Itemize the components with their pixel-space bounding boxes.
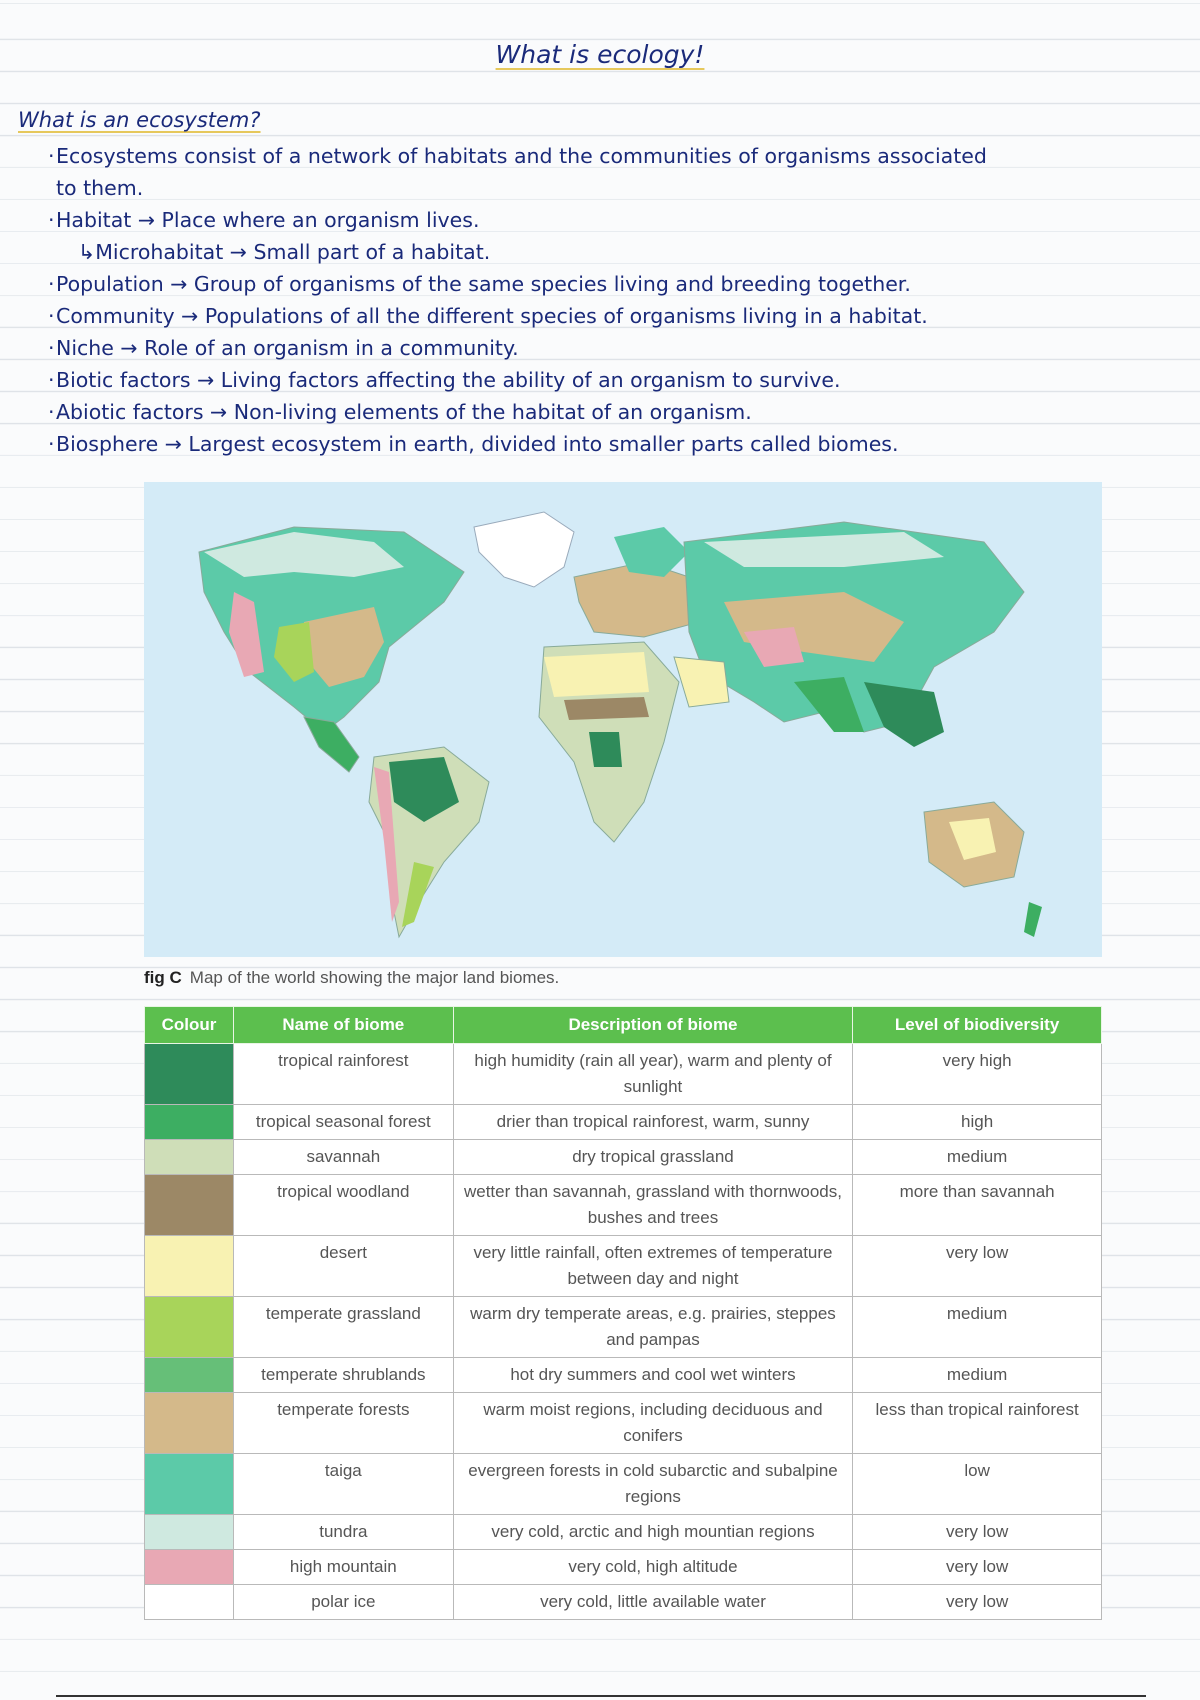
biome-name-cell: temperate grassland — [233, 1297, 453, 1358]
biome-description-cell: very cold, high altitude — [453, 1550, 853, 1585]
table-row — [145, 1393, 1102, 1454]
table-row — [145, 1140, 1102, 1175]
note-text: Niche → Role of an organism in a community. — [56, 336, 519, 360]
note-text: Abiotic factors → Non-living elements of the habitat of an organism. — [56, 400, 752, 424]
note-text: Community → Populations of all the different species of organisms living in a habitat. — [56, 304, 928, 328]
table-header-row — [145, 1007, 1102, 1044]
bullet-dot: · — [48, 368, 55, 392]
bottom-rule — [56, 1695, 1146, 1697]
table-row — [145, 1550, 1102, 1585]
biome-biodiversity-cell: very high — [853, 1044, 1102, 1105]
note-item — [48, 236, 1188, 268]
note-item — [48, 364, 1188, 396]
col-header-name: Name of biome — [233, 1007, 453, 1044]
note-item — [48, 428, 1188, 460]
note-item — [48, 172, 1188, 204]
biome-colour-swatch — [145, 1175, 234, 1236]
note-item — [48, 140, 1188, 172]
note-text: Biosphere → Largest ecosystem in earth, divided into smaller parts called biomes. — [56, 432, 899, 456]
biome-description-cell: dry tropical grassland — [453, 1140, 853, 1175]
note-text: to them. — [56, 176, 144, 200]
biome-description-cell: drier than tropical rainforest, warm, sunny — [453, 1105, 853, 1140]
bullet-dot: · — [48, 432, 55, 456]
biome-colour-swatch — [145, 1297, 234, 1358]
biome-description-cell: very cold, little available water — [453, 1585, 853, 1620]
biome-biodiversity-cell: high — [853, 1105, 1102, 1140]
biome-biodiversity-cell: medium — [853, 1297, 1102, 1358]
biome-colour-swatch — [145, 1140, 234, 1175]
table-row — [145, 1044, 1102, 1105]
table-row — [145, 1236, 1102, 1297]
biome-colour-swatch — [145, 1358, 234, 1393]
biome-name-cell: temperate shrublands — [233, 1358, 453, 1393]
biome-description-cell: evergreen forests in cold subarctic and subalpine regions — [453, 1454, 853, 1515]
biome-colour-swatch — [145, 1515, 234, 1550]
biome-name-cell: tropical seasonal forest — [233, 1105, 453, 1140]
biome-biodiversity-cell: very low — [853, 1515, 1102, 1550]
figure-caption — [144, 968, 559, 988]
biome-biodiversity-cell: medium — [853, 1358, 1102, 1393]
bullet-dot: · — [48, 144, 55, 168]
bullet-dot: · — [48, 304, 55, 328]
note-text: Ecosystems consist of a network of habitats and the communities of organisms associated — [56, 144, 987, 168]
biome-colour-swatch — [145, 1236, 234, 1297]
biome-colour-swatch — [145, 1550, 234, 1585]
world-map-illustration — [144, 482, 1102, 957]
biome-biodiversity-cell: medium — [853, 1140, 1102, 1175]
biome-colour-swatch — [145, 1105, 234, 1140]
biome-colour-swatch — [145, 1585, 234, 1620]
biome-description-cell: very cold, arctic and high mountian regions — [453, 1515, 853, 1550]
bullet-dot: · — [48, 400, 55, 424]
col-header-biodiversity: Level of biodiversity — [853, 1007, 1102, 1044]
biome-biodiversity-cell: very low — [853, 1550, 1102, 1585]
biome-name-cell: tropical woodland — [233, 1175, 453, 1236]
table-row — [145, 1358, 1102, 1393]
table-row — [145, 1297, 1102, 1358]
table-row — [145, 1105, 1102, 1140]
table-row — [145, 1585, 1102, 1620]
col-header-colour: Colour — [145, 1007, 234, 1044]
biome-colour-swatch — [145, 1044, 234, 1105]
note-text: Habitat → Place where an organism lives. — [56, 208, 480, 232]
world-biome-map — [144, 482, 1102, 957]
biome-colour-swatch — [145, 1454, 234, 1515]
figure-label: fig C — [144, 968, 182, 987]
biome-biodiversity-cell: very low — [853, 1585, 1102, 1620]
biome-description-cell: warm dry temperate areas, e.g. prairies, steppes and pampas — [453, 1297, 853, 1358]
biome-name-cell: polar ice — [233, 1585, 453, 1620]
biome-description-cell: hot dry summers and cool wet winters — [453, 1358, 853, 1393]
table-row — [145, 1454, 1102, 1515]
biome-description-cell: warm moist regions, including deciduous and conifers — [453, 1393, 853, 1454]
page-title: What is ecology! — [495, 40, 705, 69]
biome-table — [144, 1006, 1102, 1620]
table-row — [145, 1175, 1102, 1236]
biome-name-cell: savannah — [233, 1140, 453, 1175]
table-row — [145, 1515, 1102, 1550]
biome-biodiversity-cell: low — [853, 1454, 1102, 1515]
bullet-dot: · — [48, 272, 55, 296]
note-item — [48, 396, 1188, 428]
note-item — [48, 268, 1188, 300]
note-text: Population → Group of organisms of the same species living and breeding together. — [56, 272, 911, 296]
biome-biodiversity-cell: less than tropical rainforest — [853, 1393, 1102, 1454]
note-text: Biotic factors → Living factors affecting the ability of an organism to survive. — [56, 368, 841, 392]
section-heading: What is an ecosystem? — [18, 108, 261, 132]
biome-name-cell: high mountain — [233, 1550, 453, 1585]
bullet-dot: · — [48, 336, 55, 360]
biome-description-cell: wetter than savannah, grassland with thornwoods, bushes and trees — [453, 1175, 853, 1236]
notes-list — [48, 140, 1188, 460]
note-text: Microhabitat → Small part of a habitat. — [95, 240, 491, 264]
bullet-dot: · — [48, 208, 55, 232]
biome-colour-swatch — [145, 1393, 234, 1454]
biome-biodiversity-cell: very low — [853, 1236, 1102, 1297]
biome-name-cell: tundra — [233, 1515, 453, 1550]
biome-name-cell: temperate forests — [233, 1393, 453, 1454]
biome-name-cell: tropical rainforest — [233, 1044, 453, 1105]
col-header-description: Description of biome — [453, 1007, 853, 1044]
biome-biodiversity-cell: more than savannah — [853, 1175, 1102, 1236]
biome-name-cell: taiga — [233, 1454, 453, 1515]
biome-name-cell: desert — [233, 1236, 453, 1297]
biome-description-cell: high humidity (rain all year), warm and plenty of sunlight — [453, 1044, 853, 1105]
note-item — [48, 300, 1188, 332]
note-item — [48, 204, 1188, 236]
biome-description-cell: very little rainfall, often extremes of temperature between day and night — [453, 1236, 853, 1297]
figure-caption-text: Map of the world showing the major land biomes. — [189, 968, 560, 987]
note-item — [48, 332, 1188, 364]
